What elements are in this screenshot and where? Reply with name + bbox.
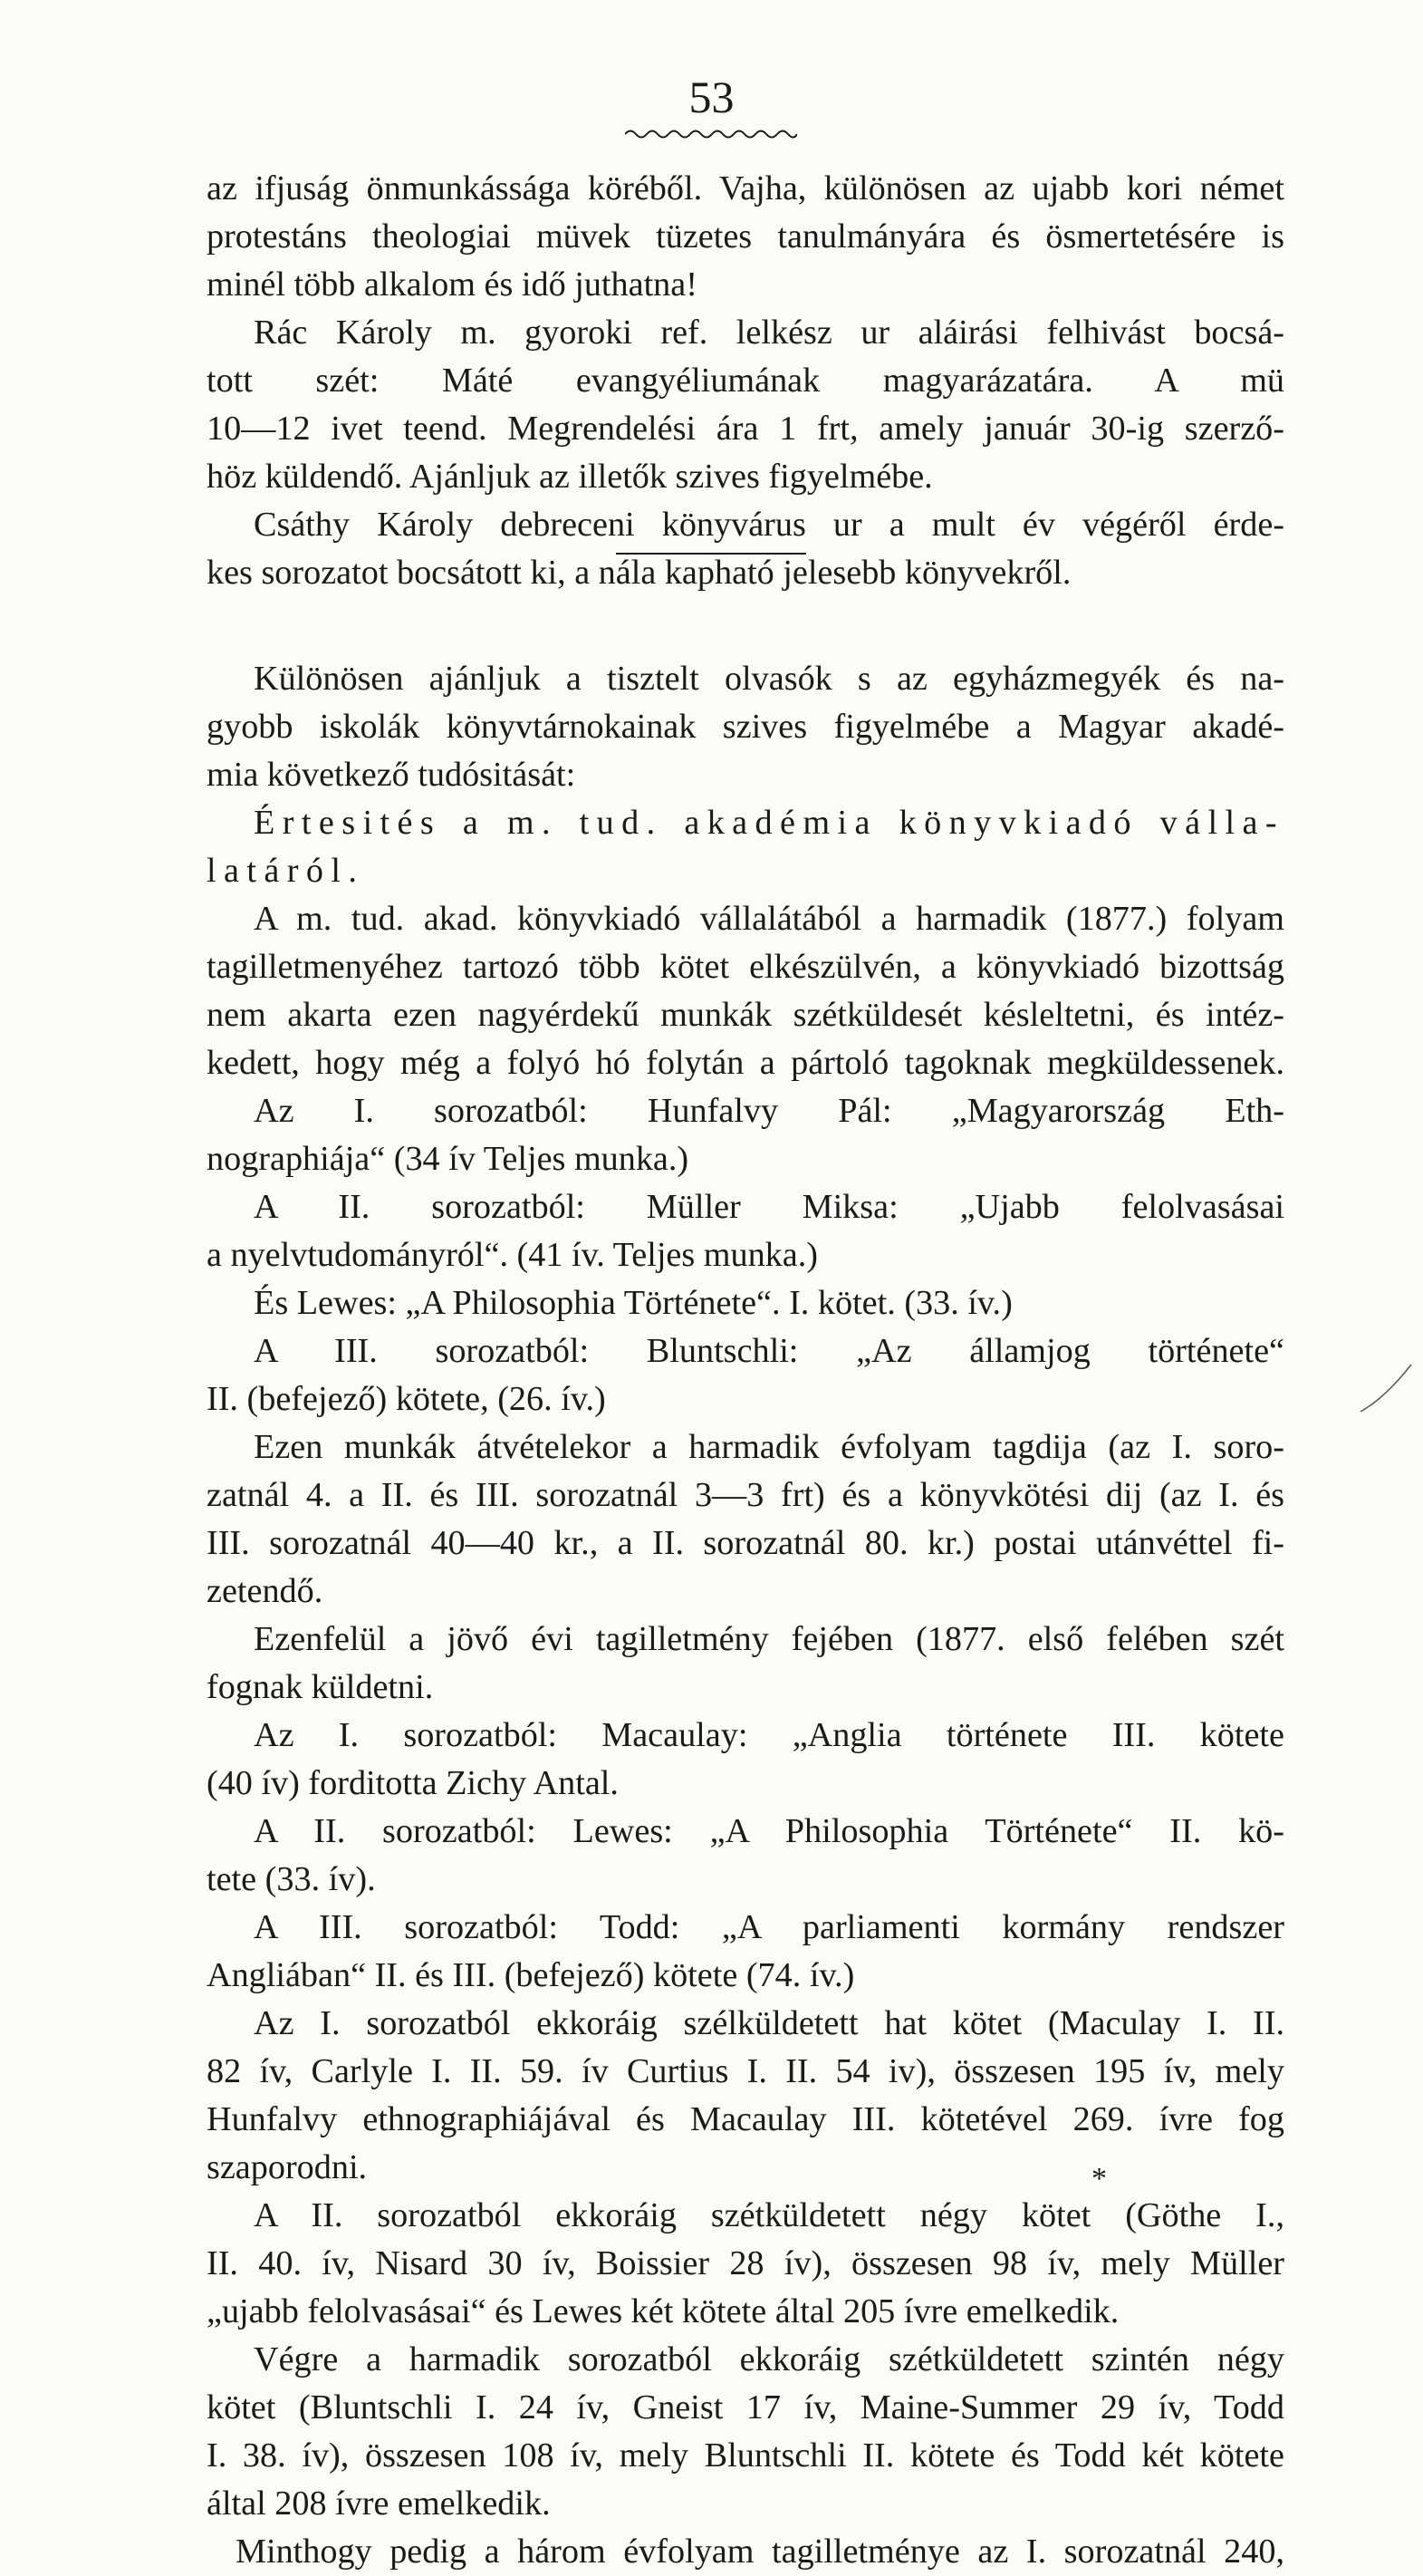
text-line: tete (33. ív). xyxy=(207,1860,376,1898)
text-line: Az I. sorozatból ekkoráig szélküldetett hat kötet (Maculay I. II. xyxy=(254,2004,1284,2042)
text-line: höz küldendő. Ajánljuk az illetők szives figyelmébe. xyxy=(207,458,933,496)
text-line: Minthogy pedig a három évfolyam tagilletménye az I. sorozatnál 240, xyxy=(236,2533,1284,2571)
text-line: Rác Károly m. gyoroki ref. lelkész ur aláirási felhivást bocsá- xyxy=(254,314,1284,352)
text-line: tagilletmenyéhez tartozó több kötet elkészülvén, a könyvkiadó bizottság xyxy=(207,948,1284,986)
text-line: A II. sorozatból: Müller Miksa: „Ujabb felolvasásai xyxy=(254,1188,1284,1226)
text-line: Értesités a m. tud. akadémia könyvkiadó válla- xyxy=(254,804,1284,842)
text-line: zatnál 4. a II. és III. sorozatnál 3—3 frt) és a könyvkötési dij (az I. és xyxy=(207,1476,1284,1514)
text-line: által 208 ívre emelkedik. xyxy=(207,2484,551,2523)
text-line: zetendő. xyxy=(207,1572,323,1610)
text-line: protestáns theologiai müvek tüzetes tanulmányára és ösmertetésére is xyxy=(207,217,1284,256)
page-number: 53 xyxy=(688,72,735,122)
text-line: Hunfalvy ethnographiájával és Macaulay III. kötetével 269. ívre fog xyxy=(207,2100,1284,2138)
wavy-ornament-icon xyxy=(625,127,797,141)
text-line: „ujabb felolvasásai“ és Lewes két kötete által 205 ívre emelkedik. xyxy=(207,2292,1120,2330)
text-line: III. sorozatnál 40—40 kr., a II. sorozatnál 80. kr.) postai utánvéttel fi- xyxy=(207,1524,1284,1562)
text-line: És Lewes: „A Philosophia Története“. I. kötet. (33. ív.) xyxy=(254,1284,1013,1322)
text-line: kes sorozatot bocsátott ki, a nála kapható jelesebb könyvekről. xyxy=(207,554,1072,592)
text-line: kötet (Bluntschli I. 24 ív, Gneist 17 ív, Maine-Summer 29 ív, Todd xyxy=(207,2388,1284,2426)
text-line: fognak küldetni. xyxy=(207,1668,434,1706)
text-line: Csáthy Károly debreceni könyvárus ur a mult év végéről érde- xyxy=(254,506,1284,544)
text-line: A II. sorozatból ekkoráig szétküldetett négy kötet (Göthe I., xyxy=(254,2196,1284,2234)
text-line: II. 40. ív, Nisard 30 ív, Boissier 28 ív), összesen 98 ív, mely Müller xyxy=(207,2244,1284,2282)
text-line: I. 38. ív), összesen 108 ív, mely Bluntschli II. kötete és Todd két kötete xyxy=(207,2436,1284,2475)
text-line: Ezen munkák átvételekor a harmadik évfolyam tagdija (az I. soro- xyxy=(254,1428,1284,1466)
text-line: A II. sorozatból: Lewes: „A Philosophia Története“ II. kö- xyxy=(254,1812,1284,1850)
section-gap xyxy=(207,597,1284,655)
text-line: tott szét: Máté evangyéliumának magyarázatára. A mü xyxy=(207,362,1284,400)
text-line: kedett, hogy még a folyó hó folytán a pártoló tagoknak megküldessenek. xyxy=(207,1044,1284,1082)
text-line: 10—12 ivet teend. Megrendelési ára 1 frt, amely január 30-ig szerző- xyxy=(207,410,1284,448)
text-line: A III. sorozatból: Todd: „A parliamenti kormány rendszer xyxy=(254,1908,1284,1946)
section-divider xyxy=(616,553,806,555)
text-line: az ifjuság önmunkássága köréből. Vajha, különösen az ujabb kori német xyxy=(207,169,1284,207)
text-line: A m. tud. akad. könyvkiadó vállalátából a harmadik (1877.) folyam xyxy=(254,900,1284,938)
footer-signature-mark: * xyxy=(1091,2162,1107,2195)
text-line: szaporodni. xyxy=(207,2148,368,2186)
text-line: II. (befejező) kötete, (26. ív.) xyxy=(207,1380,606,1418)
text-line: latáról. xyxy=(207,852,365,890)
text-line: nem akarta ezen nagyérdekű munkák szétküldesét késleltetni, és intéz- xyxy=(207,996,1284,1034)
text-line: Az I. sorozatból: Hunfalvy Pál: „Magyarország Eth- xyxy=(254,1092,1284,1130)
text-line: gyobb iskolák könyvtárnokainak szives figyelmébe a Magyar akadé- xyxy=(207,708,1284,746)
margin-pen-stroke-icon xyxy=(1359,1361,1413,1415)
text-line: mia következő tudósitását: xyxy=(207,756,576,794)
text-line: Ezenfelül a jövő évi tagilletmény fejében (1877. első felében szét xyxy=(254,1620,1284,1658)
text-line: Különösen ajánljuk a tisztelt olvasók s az egyházmegyék és na- xyxy=(254,660,1284,698)
text-line: Az I. sorozatból: Macaulay: „Anglia története III. kötete xyxy=(254,1716,1284,1754)
text-line: 82 ív, Carlyle I. II. 59. ív Curtius I. II. 54 iv), összesen 195 ív, mely xyxy=(207,2052,1284,2090)
text-line: (40 ív) forditotta Zichy Antal. xyxy=(207,1764,619,1802)
text-line: nographiája“ (34 ív Teljes munka.) xyxy=(207,1140,689,1178)
body-text xyxy=(207,165,1284,2576)
text-line: Végre a harmadik sorozatból ekkoráig szétküldetett szintén négy xyxy=(254,2340,1284,2378)
text-line: Angliában“ II. és III. (befejező) kötete (74. ív.) xyxy=(207,1956,855,1994)
text-line: A III. sorozatból: Bluntschli: „Az államjog története“ xyxy=(254,1332,1284,1370)
text-line: minél több alkalom és idő juthatna! xyxy=(207,265,697,304)
text-line: a nyelvtudományról“. (41 ív. Teljes munka.) xyxy=(207,1236,818,1274)
